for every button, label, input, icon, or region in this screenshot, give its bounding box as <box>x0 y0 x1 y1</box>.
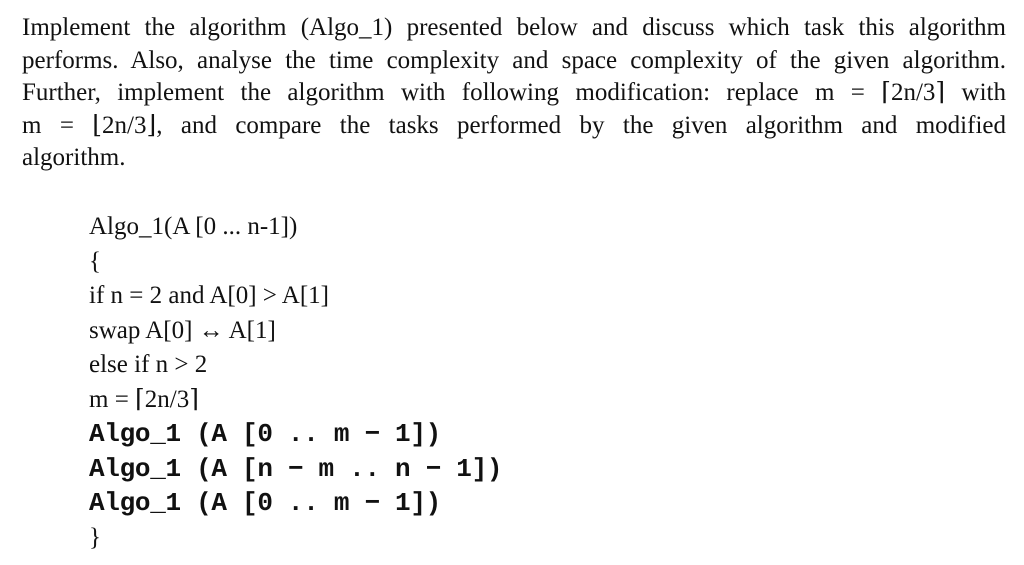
else-if-line: else if n > 2 <box>89 351 208 378</box>
algorithm-header: Algo_1(A [0 ... n-1]) <box>89 213 298 240</box>
statement-line-3: Further, implement the algorithm with following modification: replace m = ⌈2n/3⌉ with <box>22 79 1006 106</box>
statement-line-2: performs. Also, analyse the time complexity and space complexity of the given algorithm. <box>22 46 1006 74</box>
recursive-call-3: Algo_1 (A [0 .. m − 1]) <box>89 488 441 518</box>
recursive-call-1: Algo_1 (A [0 .. m − 1]) <box>89 419 441 449</box>
statement-line-4: m = ⌊2n/3⌋, and compare the tasks performed by the given algorithm and modified <box>22 111 1006 139</box>
recursive-call-2: Algo_1 (A [n − m .. n − 1]) <box>89 453 503 484</box>
close-brace: } <box>89 523 101 551</box>
if-condition-line: if n = 2 and A[0] > A[1] <box>89 282 329 309</box>
m-assignment-line: m = ⌈2n/3⌉ <box>89 385 199 413</box>
statement-line-5: algorithm. <box>22 144 126 171</box>
open-brace: { <box>89 247 101 275</box>
swap-line: swap A[0] ↔ A[1] <box>89 316 276 344</box>
statement-line-1: Implement the algorithm (Algo_1) presented below and discuss which task this algorithm <box>22 14 1006 41</box>
algorithm-pseudocode <box>89 210 589 555</box>
problem-statement <box>22 12 1006 175</box>
